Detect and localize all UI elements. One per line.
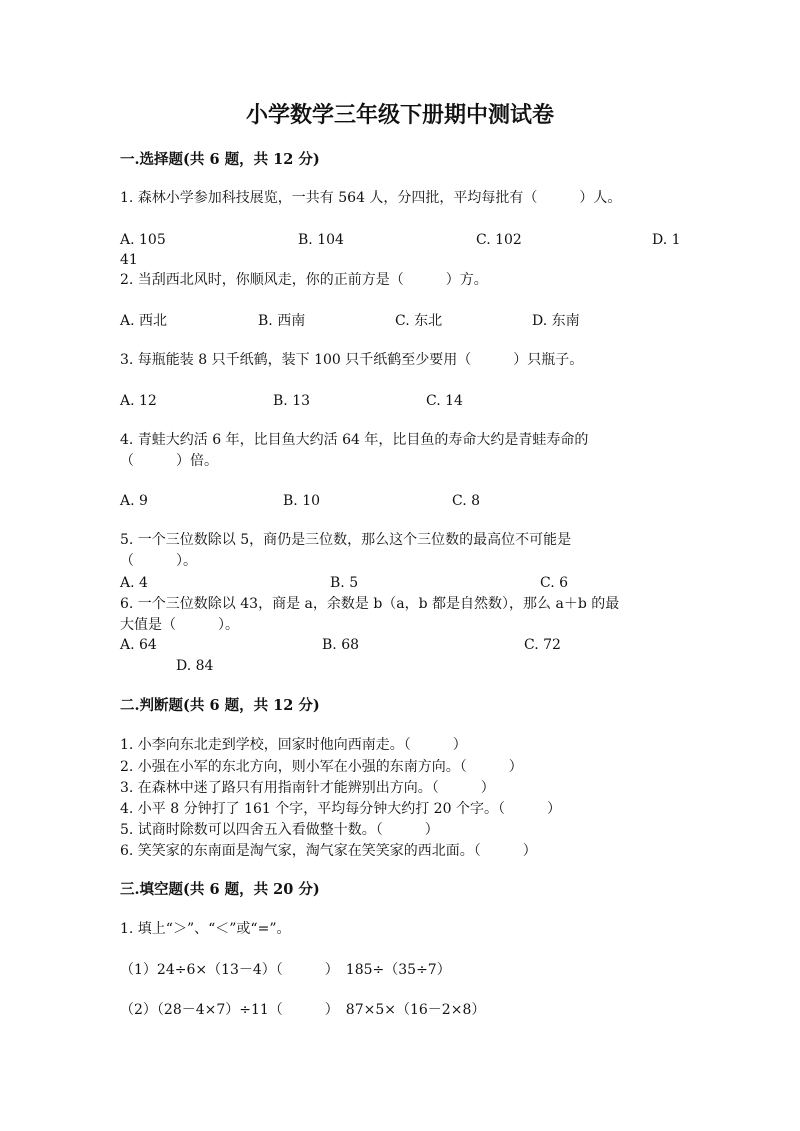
option-b: B. 西南 [258, 313, 306, 329]
question-text: 3. 每瓶能装 8 只千纸鹤，装下 100 只千纸鹤至少要用（ ）只瓶子。 [120, 352, 584, 368]
option-d: D. 1 [652, 232, 681, 248]
section-heading-choice: 一.选择题(共 6 题，共 12 分) [120, 151, 320, 168]
option-d: D. 东南 [532, 313, 580, 329]
comparison-row: （2）（28－4×7）÷11（ ） 87×5×（16－2×8） [120, 1002, 486, 1018]
judgment-item: 5. 试商时除数可以四舍五入看做整十数。（ ） [120, 822, 439, 838]
option-c: C. 72 [524, 637, 561, 653]
option-a: A. 西北 [120, 313, 168, 329]
option-c: C. 东北 [395, 313, 443, 329]
question-text-cont: 大值是（ ）。 [120, 617, 239, 633]
option-a: A. 9 [120, 493, 148, 509]
option-b: B. 13 [273, 393, 311, 409]
question-text: 1. 填上“＞”、“＜”或“=”。 [120, 921, 291, 937]
option-a: A. 64 [120, 637, 157, 653]
question-text: 5. 一个三位数除以 5，商仍是三位数，那么这个三位数的最高位不可能是 [120, 532, 572, 548]
option-d-wrap: 41 [120, 252, 138, 268]
option-a: A. 105 [120, 232, 166, 248]
option-c: C. 8 [452, 493, 481, 509]
option-b: B. 10 [283, 493, 321, 509]
option-a: A. 4 [120, 575, 148, 591]
page-title: 小学数学三年级下册期中测试卷 [245, 102, 554, 128]
option-c: C. 14 [426, 393, 463, 409]
option-d: D. 84 [176, 658, 214, 674]
judgment-item: 4. 小平 8 分钟打了 161 个字，平均每分钟大约打 20 个字。（ ） [120, 801, 561, 817]
option-c: C. 6 [540, 575, 569, 591]
judgment-item: 2. 小强在小军的东北方向，则小军在小强的东南方向。（ ） [120, 759, 523, 775]
section-heading-judgment: 二.判断题(共 6 题，共 12 分) [120, 697, 320, 714]
question-text: 4. 青蛙大约活 6 年，比目鱼大约活 64 年，比目鱼的寿命大约是青蛙寿命的 [120, 432, 589, 448]
option-b: B. 68 [322, 637, 360, 653]
comparison-row: （1）24÷6×（13－4）（ ） 185÷（35÷7） [120, 962, 451, 978]
option-c: C. 102 [476, 232, 522, 248]
option-a: A. 12 [120, 393, 157, 409]
question-text: 6. 一个三位数除以 43，商是 a，余数是 b（a，b 都是自然数），那么 a＋b 的最 [120, 596, 620, 612]
judgment-item: 1. 小李向东北走到学校，回家时他向西南走。（ ） [120, 737, 467, 753]
question-text: 2. 当刮西北风时，你顺风走，你的正前方是（ ）方。 [120, 272, 488, 288]
section-heading-fill: 三.填空题(共 6 题，共 20 分) [120, 881, 320, 898]
option-b: B. 5 [330, 575, 359, 591]
question-text-cont: （ ）。 [120, 553, 197, 569]
judgment-item: 3. 在森林中迷了路只有用指南针才能辨别出方向。（ ） [120, 780, 495, 796]
question-text: 1. 森林小学参加科技展览，一共有 564 人，分四批，平均每批有（ ）人。 [120, 190, 622, 206]
judgment-item: 6. 笑笑家的东南面是淘气家，淘气家在笑笑家的西北面。（ ） [120, 843, 537, 859]
option-b: B. 104 [298, 232, 344, 248]
question-text-cont: （ ）倍。 [120, 453, 218, 469]
